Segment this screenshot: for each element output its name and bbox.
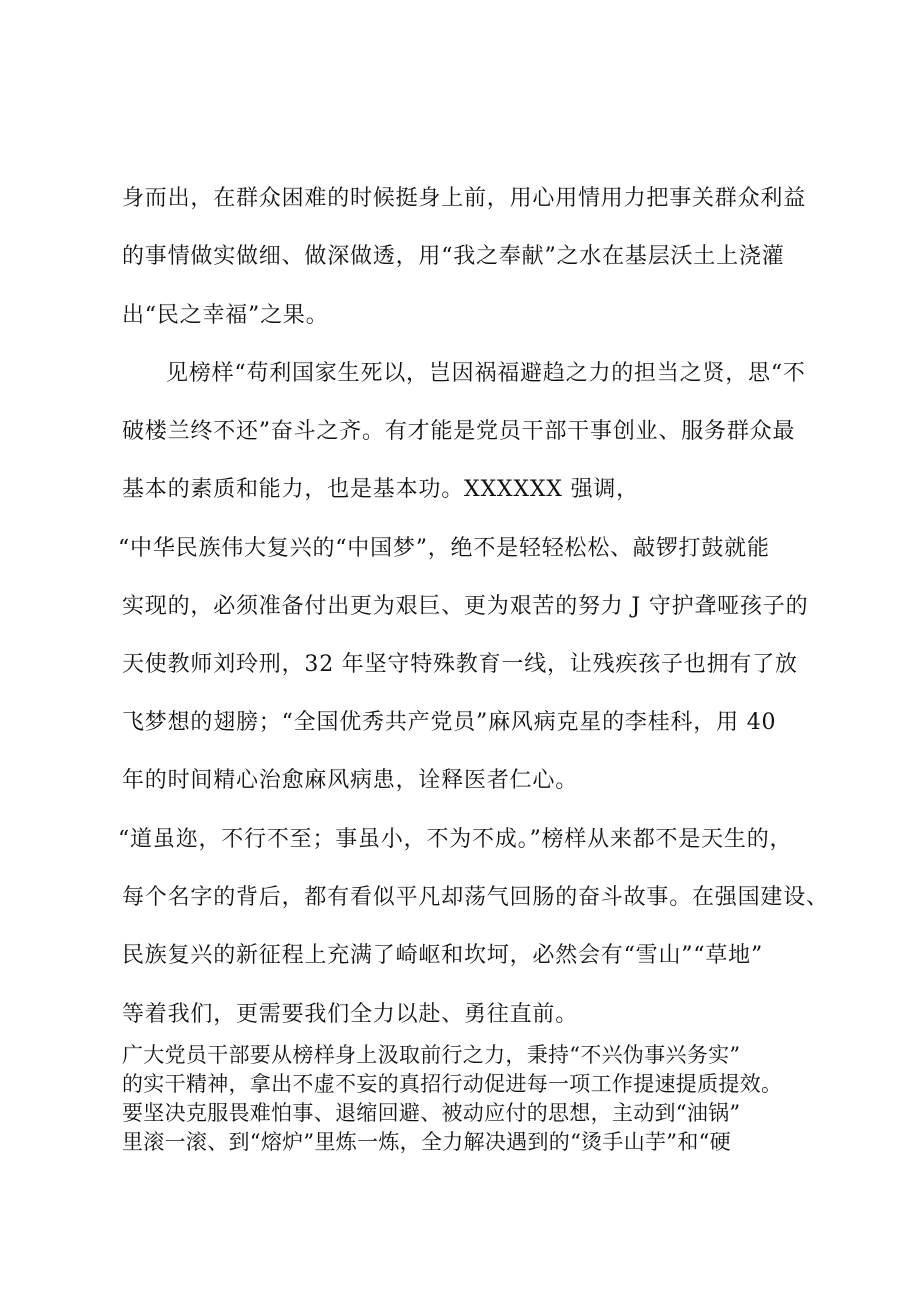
text-line: 出“民之幸福”之果。 [122,303,329,328]
text-line: 里滚一滚、到“熔炉”里炼一炼，全力解决遇到的“烫手山芋”和“硬 [122,1130,731,1154]
text-line: 见榜样“苟利国家生死以，岂因祸福避趋之力的担当之贤，思“不 [166,361,806,386]
text-line: 破楼兰终不还”奋斗之齐。有才能是党员干部干事创业、服务群众最 [122,419,796,444]
text-line: 等着我们，更需要我们全力以赴、勇往直前。 [122,1002,579,1027]
text-line: 要坚决克服畏难怕事、退缩回避、被动应付的思想，主动到“油锅” [122,1101,741,1125]
text-line: 天使教师刘玲刑，32 年坚守特殊教育一线，让残疾孩子也拥有了放 [122,652,798,677]
text-line: 年的时间精心治愈麻风病患，诠释医者仁心。 [122,768,579,793]
text-line: 身而出，在群众困难的时候挺身上前，用心用情用力把事关群众利益 [122,186,807,211]
text-line: 实现的，必须准备付出更为艰巨、更为艰苦的努力 J 守护聋哑孩子的 [122,594,809,619]
text-line: 民族复兴的新征程上充满了崎岖和坎坷，必然会有“雪山”“草地” [122,943,763,968]
text-line: “中华民族伟大复兴的“中国梦”，绝不是轻轻松松、敲锣打鼓就能 [118,536,770,561]
text-line: “道虽迩，不行不至；事虽小，不为不成。”榜样从来都不是天生的， [118,827,793,852]
text-line: 飞梦想的翅膀；“全国优秀共产党员”麻风病克星的李桂科，用 40 [122,710,777,735]
text-line: 每个名字的背后，都有看似平凡却荡气回肠的奋斗故事。在强国建设、 [122,885,829,910]
text-line: 基本的素质和能力，也是基本功。XXXXXX 强调， [122,477,639,502]
text-line: 的事情做实做细、做深做透，用“我之奉献”之水在基层沃土上浇灌 [122,244,785,269]
text-line: 的实干精神，拿出不虚不妄的真招行动促进每一项工作提速提质提效。 [122,1072,783,1096]
text-line: 广大党员干部要从榜样身上汲取前行之力，秉持“不兴伪事兴务实” [122,1043,741,1067]
